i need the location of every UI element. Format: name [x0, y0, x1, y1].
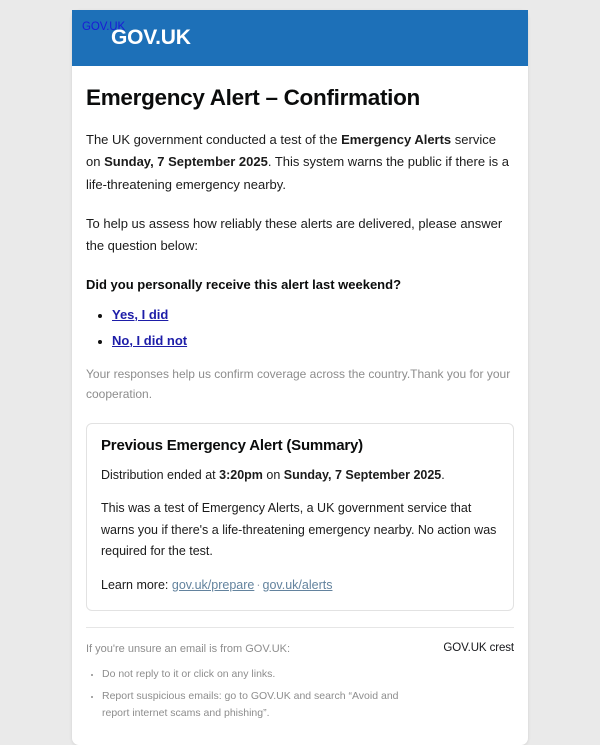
intro-part3: . This system warns the public if there is a life-threatening emergency nearby. — [86, 154, 509, 192]
intro-part2: service on — [86, 132, 496, 170]
email-card — [72, 10, 528, 745]
link-gov-uk-prepare[interactable]: gov.uk/prepare — [171, 577, 255, 592]
intro-bold-service: Emergency Alerts — [341, 132, 452, 147]
assess-paragraph: To help us assess how reliably these alerts are delivered, please answer the question below: — [86, 216, 503, 254]
answer-link-no[interactable]: No, I did not — [112, 332, 188, 348]
distribution-part2: on — [262, 467, 284, 482]
intro-part1: The UK government conducted a test of the — [86, 132, 342, 147]
govuk-logo-text: GOV.UK — [111, 26, 191, 49]
email-body — [72, 66, 528, 745]
helper-text: Your responses help us confirm coverage across the country.Thank you for your cooperation. — [86, 366, 511, 402]
distribution-part3: . — [441, 467, 445, 482]
summary-distribution — [101, 465, 499, 487]
list-item — [112, 333, 514, 348]
learn-more-label: Learn more: — [101, 577, 172, 592]
list-item: • Report suspicious emails: go to GOV.UK and search “Avoid and report internet scams and phishing”. — [102, 688, 416, 722]
footer-advice-list — [86, 666, 416, 722]
answer-list — [86, 307, 514, 348]
intro-bold-date: Sunday, 7 September 2025 — [104, 154, 268, 170]
intro-paragraph — [86, 129, 514, 196]
link-gov-uk-alerts[interactable]: gov.uk/alerts — [262, 577, 333, 592]
previous-alert-summary-box — [86, 423, 514, 612]
page-title: Emergency Alert – Confirmation — [86, 85, 420, 110]
summary-heading: Previous Emergency Alert (Summary) — [101, 436, 363, 454]
distribution-time: 3:20pm — [219, 467, 263, 482]
list-item: • Do not reply to it or click on any links. — [102, 666, 416, 683]
footer-divider — [86, 627, 514, 628]
answer-link-yes[interactable]: Yes, I did — [112, 306, 169, 322]
link-separator: · — [256, 577, 261, 592]
email-footer — [86, 641, 514, 745]
survey-question: Did you personally receive this alert last weekend? — [86, 276, 402, 292]
footer-lead-text: If you're unsure an email is from GOV.UK: — [86, 643, 291, 656]
masthead — [72, 10, 528, 66]
distribution-date: Sunday, 7 September 2025 — [283, 467, 442, 482]
summary-description: This was a test of Emergency Alerts, a UK government service that warns you if there's a life-threatening emergency nearby. No action was required for the test. — [101, 501, 497, 559]
distribution-part1: Distribution ended at — [101, 467, 220, 482]
list-item — [112, 307, 514, 322]
govuk-logo-alt-text: GOV.UK — [82, 21, 126, 33]
govuk-crest-alt-text: GOV.UK crest — [443, 642, 514, 655]
summary-learn-more — [101, 575, 499, 597]
